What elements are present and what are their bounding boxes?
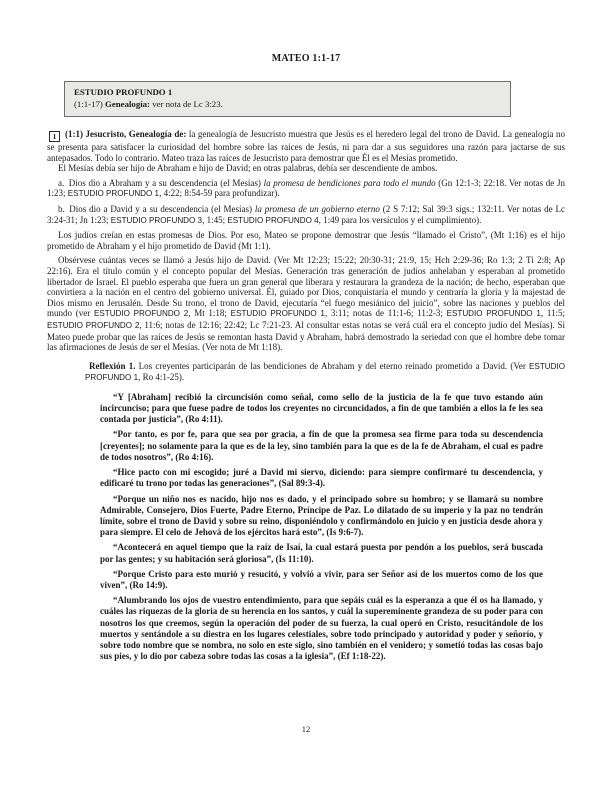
text-run: , Mt 1:18; (188, 308, 231, 319)
text-run: (1:1) Jesucristo, Genealogía de: (65, 129, 189, 139)
page-content (47, 81, 565, 662)
text-run: ESTUDIO PROFUNDO 1 (230, 309, 325, 319)
text-run: Los judíos creían en estas promesas de Dios. Por eso, Mateo se propone demostrar que Jesús “llamado el Cristo”, (Mt 1:16) es el hijo prometido de Abraham y el hijo prometido de David (Mt 1:1). (47, 230, 565, 251)
text-run: , 1:49 para los versículos y el cumplimiento). (318, 214, 482, 225)
text-run: a. Dios dio a Abraham y a su descendencia (el Mesías) (58, 177, 264, 188)
text-run: ESTUDIO PROFUNDO 2 (93, 309, 189, 319)
text-run: , 3:11; notas de 11:1-6; 11:2-3; (324, 308, 447, 319)
scripture-quote (100, 542, 543, 564)
text-run: (1:1-17) (74, 98, 106, 109)
text-run: (Gn 12:1-3; 22:18. Ver notas de Jn 1:23; (47, 177, 565, 199)
text-run: ESTUDIO PROFUNDO 3 (110, 215, 203, 225)
list-item-b (47, 204, 565, 226)
page-header-title: MATEO 1:1-17 (271, 53, 341, 64)
scripture-quote (100, 392, 543, 426)
text-run: “Hice pacto con mi escogido; juré a David mi siervo, diciendo: para siempre confirmaré tu descendencia, y edificaré tu trono por todas las generaciones”, (Sal 89:3-4). (100, 467, 543, 489)
text-run: , 1:45; (202, 214, 228, 225)
body-paragraph (47, 163, 565, 174)
text-run: “Alumbrando los ojos de vuestro entendimiento, para que sepáis cuál es la esperanza a que él os ha llamado, y cuáles las riquezas de la gloria de su herencia en los santos, y cuál la supereminente grandeza de su poder para con nosotros los que creemos, según la operación del poder de su fuerza, la cual operó en Cristo, resucitándole de los muertos y sentándole a su diestra en los lugares celestiales, sobre todo principado y autoridad y poder y señorío, y sobre todo nombre que se nombra, no solo en este siglo, sino también en el venidero; y sometió todas las cosas bajo sus pies, y lo dio por cabeza sobre todas las cosas a la iglesia”, (Ef 1:18-22). (100, 595, 543, 662)
text-run: Reflexión 1. (89, 360, 136, 371)
text-run: b. Dios dio a David y a su descendencia (el Mesías) (58, 203, 255, 214)
scripture-quote (100, 467, 543, 489)
text-run: , 11:6; notas de 12:16; 22:42; Lc 7:21-23. Al consultar estas notas se verá cuál era el concepto judío del Mesías). Si Mateo puede probar que las raíces de Jesús se remontan hasta David y Abraham, habrá demostrado la seriedad con que el hombre debe tomar las afirmaciones de Jesús de ser el Mesías. (Ver nota de Mt 1:18). (47, 319, 565, 353)
text-run: ESTUDIO PROFUNDO 4 (227, 215, 319, 225)
reflection-paragraph (85, 361, 565, 384)
scripture-quote (100, 494, 543, 539)
text-run: , Ro 4:1-25). (138, 372, 185, 383)
body-text (47, 129, 565, 662)
text-run: Los creyentes participarán de las bendiciones de Abraham y del eterno reinado prometido a David. (Ver (135, 360, 530, 371)
text-run: “Y [Abraham] recibió la circuncisión como señal, como sello de la justicia de la fe que tuvo estando aún incircunciso; para que fuese padre de todos los creyentes no circuncidados, a fin de que también a ellos la fe les sea contada por justicia”, (Ro 4:11). (100, 391, 543, 425)
text-run: “Por tanto, es por fe, para que sea por gracia, a fin de que la promesa sea firme para toda su descendencia [creyentes]; no solamente para la que es de la ley, sino también para la que es de la fe de Abraham, el cual es padre de todos nosotros”, (Ro 4:16). (100, 429, 543, 462)
text-run: Genealogía: (105, 98, 150, 109)
page-number: 12 (301, 724, 311, 734)
body-paragraph (47, 255, 565, 352)
text-run: ESTUDIO PROFUNDO 1 (446, 309, 541, 319)
text-run: , 4:22; 8:54-59 para profundizar). (159, 188, 280, 199)
text-run: ESTUDIO PROFUNDO 2 (47, 320, 140, 330)
text-run: ver nota de Lc 3:23. (150, 98, 223, 109)
text-run: la promesa de bendiciones para todo el mundo (263, 177, 436, 188)
study-box-title: ESTUDIO PROFUNDO 1 (74, 87, 173, 97)
text-run: la promesa de un gobierno eterno (254, 203, 380, 214)
text-run: El Mesías debía ser hijo de Abraham e hijo de David; en otras palabras, debía ser descendiente de ambos. (58, 163, 438, 174)
intro-paragraph (47, 129, 565, 163)
text-run: Obsérvese cuántas veces se llamó a Jesús hijo de David. (Ver Mt 12:23; 15:22; 20:30-31; 21:9, 15; Hch 2:29-36; Ro 1:3; 2 Ti 2:8; Ap 22:16). Era el título común y el concepto popular del Mesías. Generación tras generación de judíos anhelaban y esperaban al prometido libertador de Israel. El pueblo esperaba que fuera un gran general que liberara y restaurara la grandeza de la nación; de hecho, esperaban que convirtiera a la nación en el centro del gobierno universal. Él, guiado por Dios, conquistaría el mundo y centraría la gloria y la majestad de Dios mismo en Jerusalén. Desde Su trono, el trono de David, ejecutaría “el fuego mesiánico del juicio”, sobre las naciones y pueblos del mundo (ver (47, 255, 565, 319)
text-run: “Acontecerá en aquel tiempo que la raíz de Isaí, la cual estará puesta por pendón a los pueblos, será buscada por las gentes; y su habitación será gloriosa”, (Is 11:10). (100, 542, 543, 564)
text-run: ESTUDIO PROFUNDO 1 (85, 361, 565, 383)
text-run: , 11:5; (540, 308, 565, 319)
study-box-note (74, 99, 501, 111)
scripture-quote (100, 569, 543, 591)
study-box (64, 81, 511, 117)
text-run: (2 S 7:12; Sal 39:3 sigs.; 132:11. Ver notas de Lc 3:24-31; Jn 1:23; (47, 203, 565, 225)
body-paragraph (47, 230, 565, 251)
scripture-quote (100, 429, 543, 463)
scripture-quote (100, 595, 543, 662)
text-run: la genealogía de Jesucristo muestra que Jesús es el heredero legal del trono de David. La genealogía no se presenta para satisfacer la curiosidad del hombre sobre las raíces de Jesús, ni para dar a sus seguidores una razón para jactarse de sus antepasados. Todo lo contrario. Mateo traza las raíces de Jesucristo para demostrar que Él es el Mesías prometido. (47, 129, 565, 163)
list-item-a (47, 178, 565, 200)
text-run: ESTUDIO PROFUNDO 1 (67, 189, 160, 199)
text-run: “Porque Cristo para esto murió y resucitó, y volvió a vivir, para ser Señor así de los muertos como de los que viven”, (Ro 14:9). (100, 568, 543, 590)
section-number-badge: 1 (49, 131, 60, 143)
text-run: “Porque un niño nos es nacido, hijo nos es dado, y el principado sobre su hombro; y se llamará su nombre Admirable, Consejero, Dios Fuerte, Padre Eterno, Príncipe de Paz. Lo dilatado de su imperio y la paz no tendrán límite, sobre el trono de David y sobre su reino, disponiéndolo y confirmándolo en juicio y en justicia desde ahora y para siempre. El celo de Jehová de los ejércitos hará esto”, (Is 9:6-7). (100, 493, 543, 538)
